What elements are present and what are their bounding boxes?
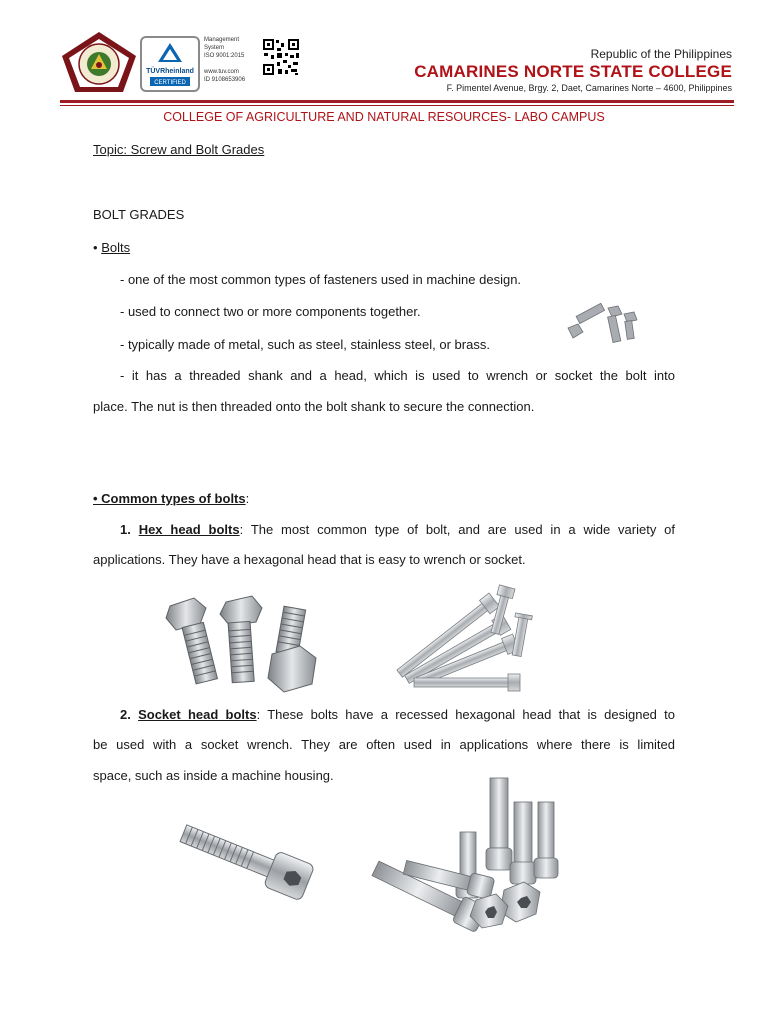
common-types-text: • Common types of bolts xyxy=(93,491,246,506)
bullet: • xyxy=(93,240,98,255)
bolts-thumbnail-image xyxy=(564,298,642,346)
socket-line-1: 2. Socket head bolts: These bolts have a recessed hexagonal head that is designed to xyxy=(120,707,675,722)
socket-line-2: be used with a socket wrench. They are often used in applications where there is limited xyxy=(93,737,675,752)
hex-title: Hex head bolts xyxy=(138,522,240,537)
bolts-line-5: place. The nut is then threaded onto the bolt shank to secure the connection. xyxy=(93,399,535,414)
campus-title: COLLEGE OF AGRICULTURE AND NATURAL RESOURCES- LABO CAMPUS xyxy=(163,110,605,124)
college-name: CAMARINES NORTE STATE COLLEGE xyxy=(414,62,732,81)
bolts-line-2: - used to connect two or more components together. xyxy=(120,304,421,319)
hex-line-1: 1. Hex head bolts: The most common type of bolt, and are used in a wide variety of xyxy=(120,522,675,537)
bolts-line-3: - typically made of metal, such as steel, stainless steel, or brass. xyxy=(120,337,490,352)
topic-heading: Topic: Screw and Bolt Grades xyxy=(93,142,265,157)
header-divider-thick xyxy=(60,100,734,103)
section-heading: BOLT GRADES xyxy=(93,207,185,222)
college-address: F. Pimentel Avenue, Brgy. 2, Daet, Camarines Norte – 4600, Philippines xyxy=(446,83,732,93)
tuv-logo-text: TÜVRheinland xyxy=(146,68,194,75)
college-seal xyxy=(60,30,138,94)
bolts-line-4: - it has a threaded shank and a head, which is used to wrench or socket the bolt into xyxy=(120,368,675,383)
bolts-line-1: - one of the most common types of fasteners used in machine design. xyxy=(120,272,522,287)
socket-bolt-photo-1 xyxy=(172,812,322,908)
common-types-heading: • Common types of bolts: xyxy=(93,491,250,506)
socket-title: Socket head bolts xyxy=(138,707,257,722)
bolts-heading-text: Bolts xyxy=(101,240,131,255)
republic-label: Republic of the Philippines xyxy=(590,47,732,61)
hex-bolts-photo-2 xyxy=(380,574,540,700)
certified-badge-text: CERTIFIED xyxy=(154,80,186,86)
hex-line-2: applications. They have a hexagonal head that is easy to wrench or socket. xyxy=(93,552,526,567)
header-divider-thin xyxy=(60,105,734,106)
certification-details: Management System ISO 9001:2015 www.tuv.com ID 9108653906 xyxy=(204,37,246,83)
qr-code xyxy=(262,38,300,76)
socket-bolts-photo-2 xyxy=(364,772,566,938)
header-institution-block xyxy=(414,46,732,94)
hex-bolts-photo-1 xyxy=(160,580,344,698)
socket-line-3: space, such as inside a machine housing. xyxy=(93,768,334,783)
tuv-certification-logo xyxy=(140,36,200,92)
bolts-heading xyxy=(93,239,130,257)
